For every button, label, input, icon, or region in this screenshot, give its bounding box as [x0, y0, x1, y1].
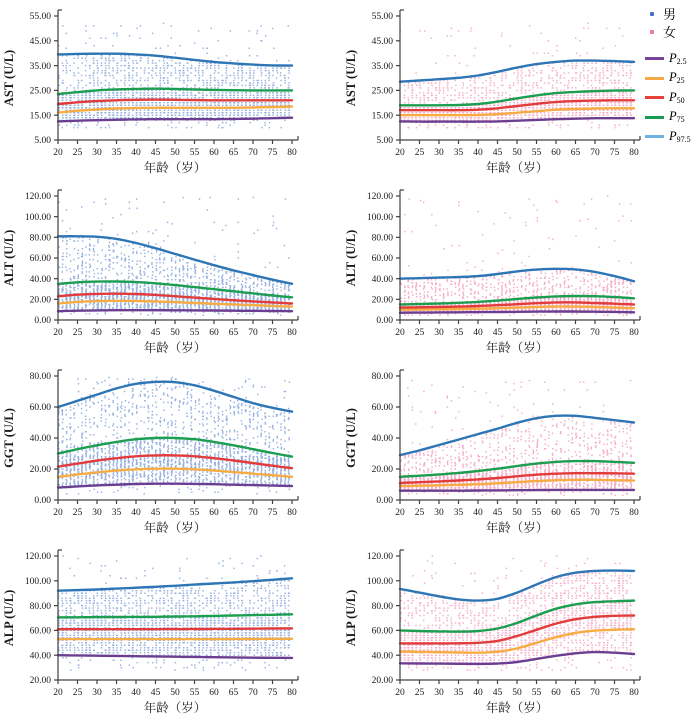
svg-text:35: 35 — [453, 328, 464, 338]
svg-text:60: 60 — [209, 508, 219, 518]
svg-text:120.00: 120.00 — [366, 552, 393, 563]
svg-text:75: 75 — [609, 508, 620, 518]
svg-text:65: 65 — [228, 148, 239, 158]
svg-text:30: 30 — [92, 328, 102, 338]
svg-text:70: 70 — [590, 148, 600, 158]
svg-text:100.00: 100.00 — [366, 577, 393, 587]
svg-text:80: 80 — [629, 508, 639, 518]
legend-item-male — [645, 5, 700, 23]
svg-text:20: 20 — [53, 688, 63, 698]
svg-text:55.00: 55.00 — [29, 12, 51, 23]
svg-text:25: 25 — [414, 688, 425, 698]
svg-text:65: 65 — [228, 508, 239, 518]
svg-text:80: 80 — [629, 328, 639, 338]
svg-text:120.00: 120.00 — [24, 192, 51, 203]
y-tick-labels — [372, 372, 394, 506]
p97_5-line-swatch — [645, 135, 664, 138]
svg-text:35: 35 — [453, 148, 464, 158]
percentile-curve-p2_5 — [58, 655, 292, 658]
y-tick-labels — [367, 192, 393, 326]
svg-text:60: 60 — [551, 508, 561, 518]
svg-text:0.00: 0.00 — [376, 316, 393, 327]
svg-text:20.00: 20.00 — [29, 676, 51, 687]
svg-text:45: 45 — [492, 328, 503, 338]
panel-ggt-female — [342, 360, 672, 540]
svg-text:80.00: 80.00 — [371, 233, 393, 244]
svg-text:80: 80 — [287, 508, 297, 518]
svg-text:25: 25 — [72, 688, 83, 698]
svg-text:65: 65 — [570, 328, 581, 338]
p75-line-swatch — [645, 116, 664, 119]
x-tick-labels — [53, 508, 297, 518]
svg-text:20.00: 20.00 — [371, 295, 393, 306]
x-tick-labels — [395, 148, 639, 158]
svg-text:45: 45 — [492, 688, 503, 698]
svg-text:20: 20 — [53, 508, 63, 518]
x-tick-labels — [395, 688, 639, 698]
svg-text:45: 45 — [150, 688, 161, 698]
legend-female-label: 女 — [663, 24, 677, 40]
svg-text:25: 25 — [72, 328, 83, 338]
svg-text:40.00: 40.00 — [371, 434, 393, 445]
svg-text:20: 20 — [53, 148, 63, 158]
svg-text:80: 80 — [287, 328, 297, 338]
legend-label-p75: $P_{75}$ — [669, 109, 685, 125]
svg-text:50: 50 — [512, 328, 522, 338]
y-axis-title: GGT (U/L) — [344, 408, 358, 468]
svg-text:55: 55 — [189, 688, 200, 698]
y-tick-labels — [30, 372, 52, 506]
svg-text:15.00: 15.00 — [371, 111, 393, 122]
svg-text:25: 25 — [72, 148, 83, 158]
x-axis-title: 年龄（岁） — [485, 701, 549, 715]
svg-text:80: 80 — [287, 688, 297, 698]
svg-text:30: 30 — [434, 328, 444, 338]
svg-text:55: 55 — [189, 328, 200, 338]
y-tick-labels — [25, 552, 51, 686]
svg-text:25.00: 25.00 — [29, 86, 51, 97]
svg-text:40: 40 — [131, 328, 141, 338]
svg-text:20.00: 20.00 — [29, 295, 51, 306]
y-axis-title: AST (U/L) — [344, 49, 358, 107]
y-tick-labels — [372, 12, 394, 146]
svg-text:70: 70 — [590, 688, 600, 698]
legend-item-female — [645, 23, 700, 41]
svg-text:75: 75 — [267, 328, 278, 338]
svg-text:80.00: 80.00 — [371, 601, 393, 612]
svg-text:65: 65 — [570, 508, 581, 518]
svg-text:55.00: 55.00 — [371, 12, 393, 23]
y-tick-labels — [367, 552, 393, 686]
x-axis-title: 年龄（岁） — [143, 521, 207, 535]
svg-text:40: 40 — [473, 148, 483, 158]
svg-text:80.00: 80.00 — [29, 372, 51, 383]
svg-text:70: 70 — [590, 328, 600, 338]
svg-text:50: 50 — [170, 688, 180, 698]
chart-ast-male — [0, 0, 330, 180]
svg-text:40: 40 — [473, 688, 483, 698]
svg-text:35.00: 35.00 — [371, 61, 393, 72]
svg-text:60.00: 60.00 — [371, 254, 393, 265]
svg-text:55: 55 — [531, 688, 542, 698]
svg-text:25.00: 25.00 — [371, 86, 393, 97]
x-tick-labels — [395, 328, 639, 338]
svg-text:40: 40 — [131, 508, 141, 518]
svg-text:40: 40 — [131, 688, 141, 698]
svg-text:60.00: 60.00 — [29, 626, 51, 637]
p2_5-line-swatch — [645, 57, 664, 60]
svg-text:40: 40 — [131, 148, 141, 158]
svg-text:70: 70 — [248, 508, 258, 518]
panel-alp-male — [0, 540, 330, 720]
svg-text:5.00: 5.00 — [376, 136, 393, 147]
y-axis-title: ALP (U/L) — [2, 589, 16, 647]
panel-alp-female — [342, 540, 672, 720]
y-tick-labels — [30, 12, 52, 146]
svg-text:35: 35 — [453, 508, 464, 518]
svg-text:80.00: 80.00 — [29, 233, 51, 244]
chart-alp-male — [0, 540, 330, 720]
svg-text:25: 25 — [414, 508, 425, 518]
svg-text:5.00: 5.00 — [34, 136, 51, 147]
svg-text:35: 35 — [111, 688, 122, 698]
panel-ast-male — [0, 0, 330, 180]
svg-text:0.00: 0.00 — [376, 496, 393, 507]
legend — [645, 5, 700, 147]
svg-text:80.00: 80.00 — [371, 372, 393, 383]
svg-text:60: 60 — [551, 148, 561, 158]
svg-text:65: 65 — [570, 148, 581, 158]
svg-text:65: 65 — [228, 688, 239, 698]
svg-text:20: 20 — [395, 508, 405, 518]
svg-text:20: 20 — [53, 328, 63, 338]
svg-text:40.00: 40.00 — [29, 434, 51, 445]
chart-ggt-male — [0, 360, 330, 540]
svg-text:0.00: 0.00 — [34, 316, 51, 327]
svg-text:35: 35 — [111, 328, 122, 338]
p50-line-swatch — [645, 96, 664, 99]
svg-text:75: 75 — [609, 148, 620, 158]
x-tick-labels — [53, 328, 297, 338]
axes — [54, 10, 298, 144]
svg-text:100.00: 100.00 — [366, 212, 393, 223]
svg-text:30: 30 — [92, 508, 102, 518]
chart-ggt-female — [342, 360, 672, 540]
legend-item-p50 — [645, 88, 700, 108]
svg-text:60.00: 60.00 — [371, 403, 393, 414]
svg-text:20: 20 — [395, 688, 405, 698]
scatter-points-male — [57, 198, 290, 316]
svg-text:60: 60 — [551, 328, 561, 338]
svg-text:80: 80 — [629, 688, 639, 698]
svg-text:35: 35 — [111, 508, 122, 518]
panel-ast-female — [342, 0, 672, 180]
percentile-curve-p2_5 — [58, 310, 292, 311]
scatter-points-female — [399, 381, 632, 496]
svg-text:45: 45 — [150, 328, 161, 338]
panel-ggt-male — [0, 360, 330, 540]
svg-text:25: 25 — [72, 508, 83, 518]
x-axis-title: 年龄（岁） — [485, 161, 549, 175]
svg-text:50: 50 — [512, 688, 522, 698]
legend-label-p97_5: $P_{97.5}$ — [669, 128, 691, 144]
svg-text:30: 30 — [92, 688, 102, 698]
x-axis-title: 年龄（岁） — [143, 341, 207, 355]
svg-text:20.00: 20.00 — [371, 676, 393, 687]
y-axis-title: AST (U/L) — [2, 49, 16, 107]
svg-text:65: 65 — [228, 328, 239, 338]
svg-text:55: 55 — [531, 508, 542, 518]
svg-text:40.00: 40.00 — [29, 274, 51, 285]
svg-text:60.00: 60.00 — [29, 403, 51, 414]
legend-male-label: 男 — [663, 6, 677, 22]
svg-text:30: 30 — [92, 148, 102, 158]
legend-label-p2_5: $P_{2.5}$ — [669, 50, 687, 66]
percentile-curve-p2_5 — [58, 484, 292, 488]
chart-ast-female — [342, 0, 672, 180]
svg-text:75: 75 — [609, 328, 620, 338]
svg-text:70: 70 — [248, 328, 258, 338]
svg-text:0.00: 0.00 — [34, 496, 51, 507]
svg-text:35: 35 — [111, 148, 122, 158]
svg-text:45.00: 45.00 — [371, 37, 393, 47]
svg-text:50: 50 — [512, 148, 522, 158]
svg-text:55: 55 — [189, 148, 200, 158]
svg-text:60: 60 — [209, 688, 219, 698]
svg-text:70: 70 — [590, 508, 600, 518]
x-axis-title: 年龄（岁） — [143, 161, 207, 175]
scatter-points-male — [57, 23, 290, 127]
chart-alt-female — [342, 180, 672, 360]
y-tick-labels — [25, 192, 51, 326]
svg-text:80: 80 — [629, 148, 639, 158]
svg-text:20: 20 — [395, 328, 405, 338]
legend-item-p75 — [645, 108, 700, 128]
svg-text:40: 40 — [473, 328, 483, 338]
svg-text:30: 30 — [434, 688, 444, 698]
chart-alp-female — [342, 540, 672, 720]
svg-text:20.00: 20.00 — [29, 465, 51, 476]
svg-text:80: 80 — [287, 148, 297, 158]
chart-alt-male — [0, 180, 330, 360]
svg-text:50: 50 — [512, 508, 522, 518]
svg-text:45: 45 — [150, 148, 161, 158]
svg-text:60: 60 — [209, 148, 219, 158]
svg-text:75: 75 — [267, 508, 278, 518]
x-tick-labels — [53, 148, 297, 158]
svg-text:50: 50 — [170, 148, 180, 158]
svg-text:15.00: 15.00 — [29, 111, 51, 122]
y-axis-title: ALP (U/L) — [344, 589, 358, 647]
x-axis-title: 年龄（岁） — [485, 341, 549, 355]
y-axis-title: ALT (U/L) — [344, 229, 358, 287]
panel-alt-female — [342, 180, 672, 360]
svg-text:65: 65 — [570, 688, 581, 698]
svg-text:60.00: 60.00 — [29, 254, 51, 265]
male-dot-swatch — [650, 12, 654, 16]
svg-text:75: 75 — [267, 688, 278, 698]
svg-text:25: 25 — [414, 328, 425, 338]
svg-text:75: 75 — [267, 148, 278, 158]
scatter-points-male — [57, 556, 290, 670]
svg-text:60: 60 — [551, 688, 561, 698]
svg-text:45: 45 — [492, 148, 503, 158]
svg-text:45: 45 — [492, 508, 503, 518]
legend-label-p25: $P_{25}$ — [669, 70, 685, 86]
svg-text:70: 70 — [248, 688, 258, 698]
percentile-curve-p50 — [58, 628, 292, 629]
legend-percentile-items — [645, 49, 700, 147]
svg-text:25: 25 — [414, 148, 425, 158]
svg-text:30: 30 — [434, 508, 444, 518]
svg-text:55: 55 — [531, 148, 542, 158]
svg-text:100.00: 100.00 — [24, 212, 51, 223]
svg-text:20.00: 20.00 — [371, 465, 393, 476]
x-axis-title: 年龄（岁） — [143, 701, 207, 715]
legend-item-p25 — [645, 69, 700, 89]
percentile-curve-p2_5 — [400, 312, 634, 313]
svg-text:55: 55 — [189, 508, 200, 518]
svg-text:40.00: 40.00 — [29, 651, 51, 662]
percentile-curve-p2_5 — [400, 490, 634, 491]
legend-label-p50: $P_{50}$ — [669, 89, 685, 105]
p25-line-swatch — [645, 77, 664, 80]
svg-text:80.00: 80.00 — [29, 601, 51, 612]
legend-item-p97_5 — [645, 127, 700, 147]
svg-text:40.00: 40.00 — [371, 651, 393, 662]
svg-text:35.00: 35.00 — [29, 61, 51, 72]
svg-text:120.00: 120.00 — [24, 552, 51, 563]
female-dot-swatch — [650, 30, 654, 34]
svg-text:120.00: 120.00 — [366, 192, 393, 203]
svg-text:35: 35 — [453, 688, 464, 698]
panel-alt-male — [0, 180, 330, 360]
y-axis-title: ALT (U/L) — [2, 229, 16, 287]
y-axis-title: GGT (U/L) — [2, 408, 16, 468]
legend-item-p2_5 — [645, 49, 700, 69]
x-tick-labels — [53, 688, 297, 698]
svg-text:100.00: 100.00 — [24, 577, 51, 587]
axes — [396, 10, 640, 144]
svg-text:60.00: 60.00 — [371, 626, 393, 637]
svg-text:20: 20 — [395, 148, 405, 158]
svg-text:40.00: 40.00 — [371, 274, 393, 285]
svg-text:50: 50 — [170, 508, 180, 518]
svg-text:55: 55 — [531, 328, 542, 338]
x-tick-labels — [395, 508, 639, 518]
svg-text:50: 50 — [170, 328, 180, 338]
svg-text:75: 75 — [609, 688, 620, 698]
svg-text:30: 30 — [434, 148, 444, 158]
percentile-curve-p25 — [58, 107, 292, 113]
svg-text:70: 70 — [248, 148, 258, 158]
svg-text:60: 60 — [209, 328, 219, 338]
svg-text:45.00: 45.00 — [29, 37, 51, 47]
x-axis-title: 年龄（岁） — [485, 521, 549, 535]
svg-text:45: 45 — [150, 508, 161, 518]
svg-text:40: 40 — [473, 508, 483, 518]
